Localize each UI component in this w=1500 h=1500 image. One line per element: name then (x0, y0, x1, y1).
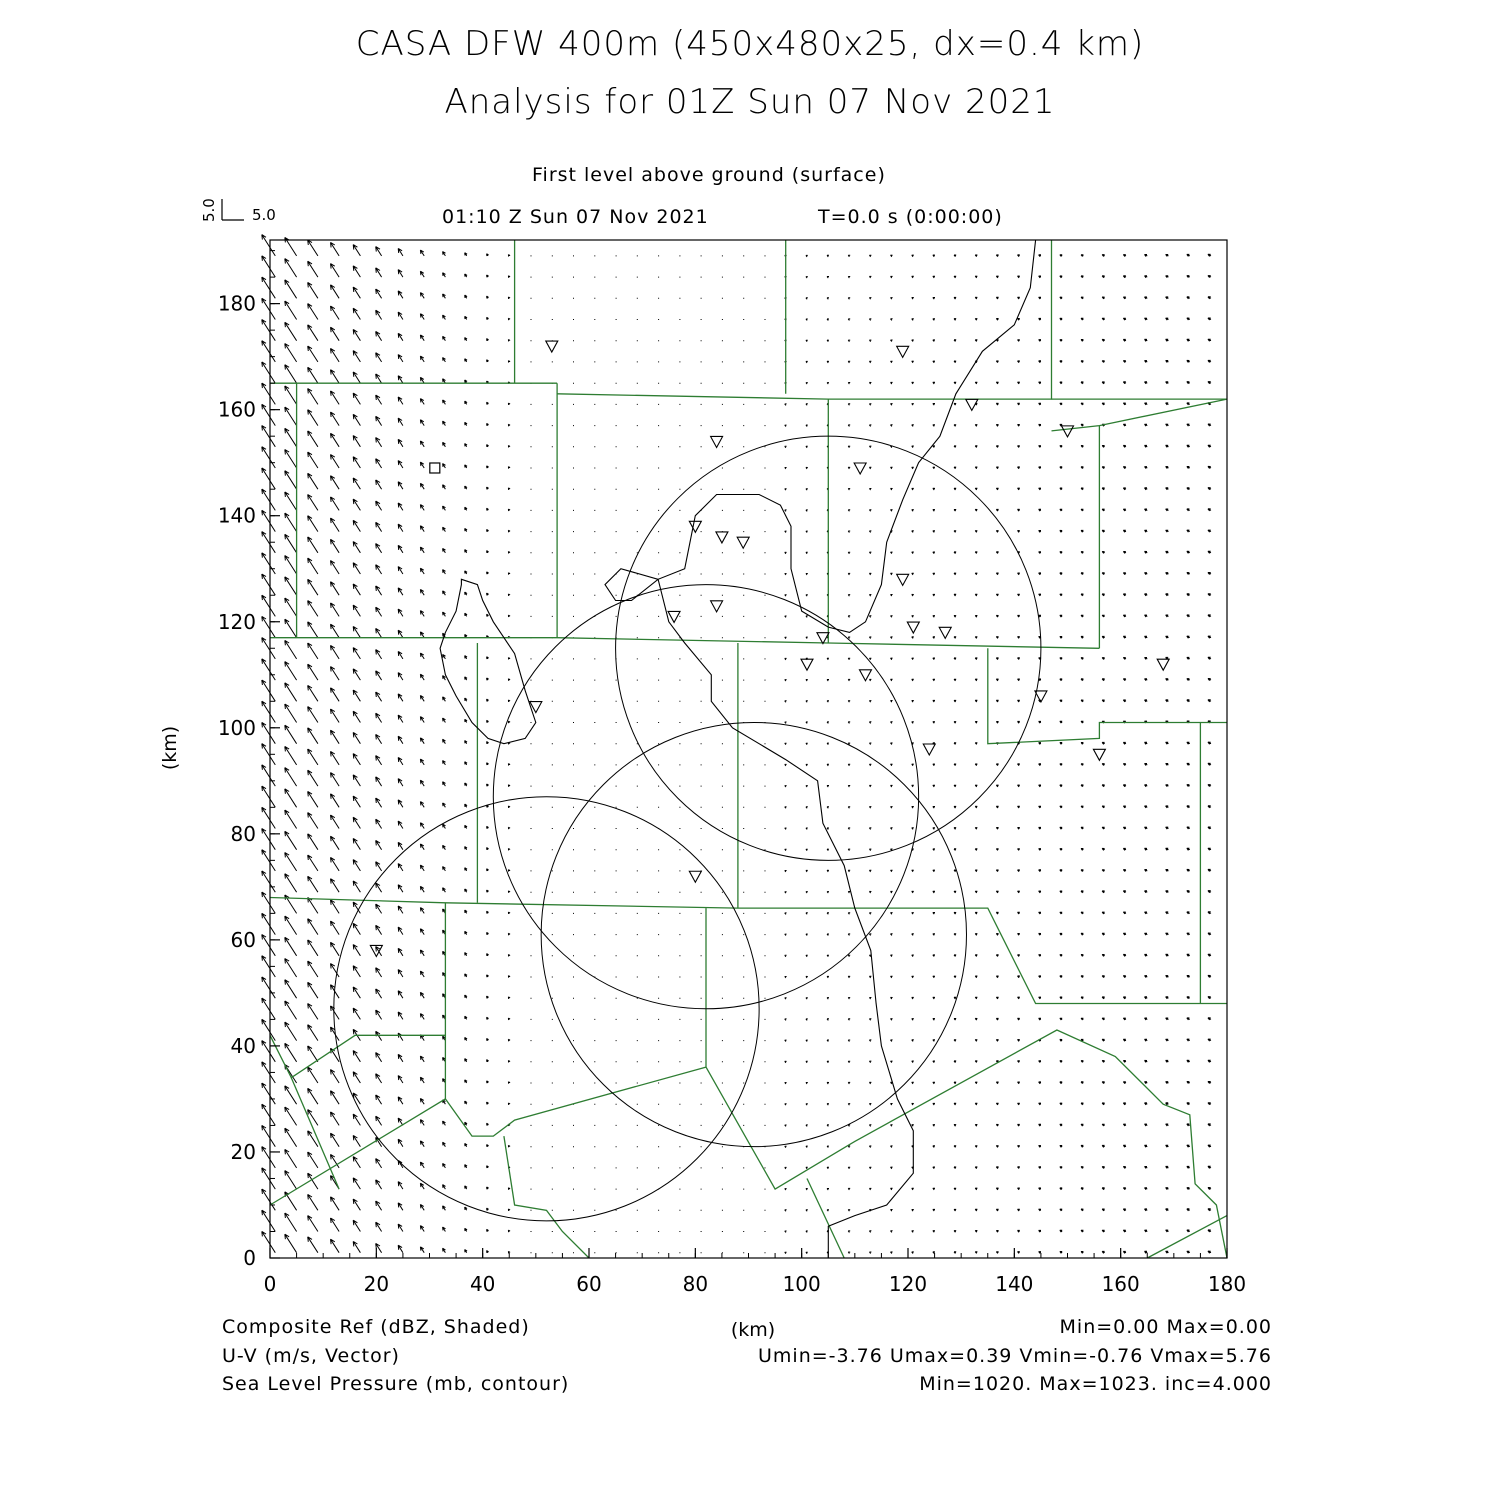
county-line (291, 1078, 339, 1189)
pressure-contour-line (605, 240, 1036, 1258)
y-tick-label: 60 (230, 927, 256, 952)
county-line (557, 240, 1051, 399)
legend-pressure-name: Sea Level Pressure (mb, contour) (222, 1373, 570, 1395)
title-line-2: Analysis for 01Z Sun 07 Nov 2021 (444, 82, 1056, 122)
vector-key-u: 5.0 (252, 206, 276, 224)
x-tick-label: 40 (469, 1272, 496, 1296)
title-line-1: CASA DFW 400m (450x480x25, dx=0.4 km) (355, 24, 1145, 64)
county-line (270, 1067, 706, 1205)
x-tick-label: 180 (1207, 1272, 1247, 1296)
station-triangle (854, 463, 866, 474)
pressure-contour-closed (440, 579, 536, 743)
legend-wind-name: U-V (m/s, Vector) (222, 1345, 400, 1367)
vector-key-v: 5.0 (200, 198, 218, 222)
station-triangle (668, 611, 680, 622)
station-triangle (689, 871, 701, 882)
y-tick-label: 20 (230, 1139, 256, 1164)
station-triangle (923, 744, 935, 755)
station-triangle (1062, 426, 1074, 437)
station-triangle (546, 341, 558, 352)
x-axis (264, 1248, 1246, 1296)
y-tick-label: 140 (217, 503, 256, 528)
y-axis-label: (km) (159, 725, 181, 771)
vector-key (200, 198, 276, 224)
station-triangle (1093, 749, 1105, 760)
station-triangle (711, 601, 723, 612)
y-tick-label: 160 (217, 397, 256, 422)
station-triangle (716, 532, 728, 543)
legend-ref-stats: Min=0.00 Max=0.00 (1059, 1316, 1272, 1338)
y-tick-label: 120 (217, 609, 256, 634)
y-axis (218, 251, 280, 1270)
x-tick-label: 140 (995, 1272, 1034, 1296)
x-tick-label: 80 (682, 1272, 709, 1296)
forecast-time: T=0.0 s (0:00:00) (818, 206, 1003, 228)
station-triangle (1157, 659, 1169, 670)
station-square (430, 463, 440, 473)
y-tick-label: 80 (230, 821, 256, 846)
station-triangle (801, 659, 813, 670)
county-line (270, 1035, 445, 1077)
legend-wind-stats: Umin=-3.76 Umax=0.39 Vmin=-0.76 Vmax=5.76 (758, 1345, 1272, 1367)
y-tick-label: 40 (230, 1033, 256, 1058)
station-triangle (939, 627, 951, 638)
y-tick-label: 0 (243, 1246, 256, 1270)
county-line (706, 1030, 1227, 1258)
station-triangle (711, 436, 723, 447)
level-label: First level above ground (surface) (532, 164, 886, 186)
county-boundaries (270, 240, 1227, 1258)
x-tick-label: 160 (1101, 1272, 1140, 1296)
x-tick-label: 120 (888, 1272, 928, 1296)
x-tick-label: 100 (782, 1272, 821, 1296)
station-triangle (737, 537, 749, 548)
wind-vector-field (262, 235, 1211, 1254)
county-line (988, 648, 1227, 743)
station-markers (370, 341, 1169, 956)
y-tick-label: 100 (217, 715, 256, 740)
radar-ring (541, 722, 966, 1146)
station-triangle (907, 622, 919, 633)
county-line (1052, 399, 1228, 431)
legend-pressure-stats: Min=1020. Max=1023. inc=4.000 (919, 1373, 1272, 1395)
valid-time: 01:10 Z Sun 07 Nov 2021 (442, 206, 709, 228)
legend-ref-name: Composite Ref (dBZ, Shaded) (222, 1316, 530, 1338)
county-line (807, 1179, 844, 1259)
x-tick-label: 0 (263, 1272, 277, 1296)
station-triangle (689, 521, 701, 532)
county-line (504, 1136, 589, 1258)
plot-frame (270, 240, 1227, 1258)
wind-vectors (262, 235, 1211, 1254)
county-line (270, 898, 1227, 1004)
x-axis-label: (km) (730, 1319, 776, 1341)
y-tick-label: 180 (217, 291, 256, 316)
station-triangle (897, 574, 909, 585)
station-triangle (817, 633, 829, 644)
x-tick-label: 60 (576, 1272, 602, 1296)
station-triangle (897, 346, 909, 357)
x-tick-label: 20 (363, 1272, 390, 1296)
